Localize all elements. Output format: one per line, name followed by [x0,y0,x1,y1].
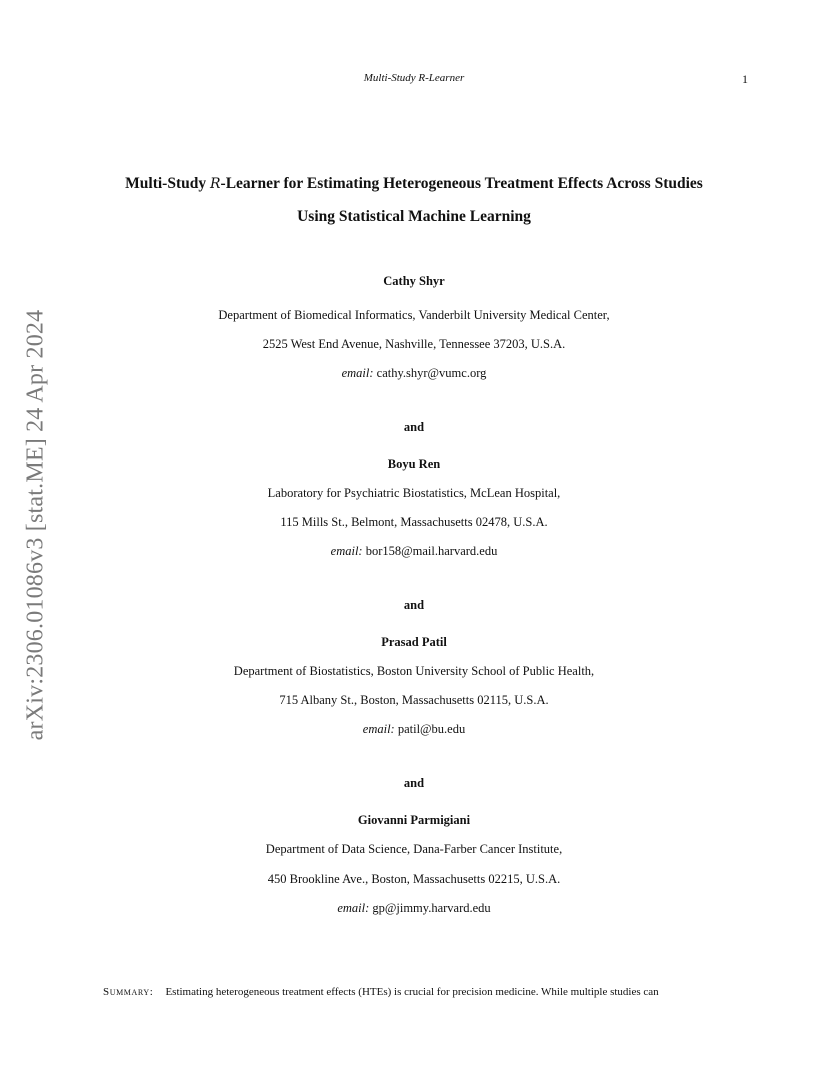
title-math-symbol: R [209,176,221,192]
author-separator-and: and [403,776,425,790]
author-affiliation-patil: Department of Biostatistics, Boston University School of Public Health, [233,664,595,678]
author-email-ren [0,544,828,559]
email-label: email: [337,901,370,915]
summary-text: Estimating heterogeneous treatment effects (HTEs) is crucial for precision medicine. While multiple studies can [165,986,659,998]
author-name-ren: Boyu Ren [387,457,441,471]
author-name-shyr: Cathy Shyr [383,274,445,288]
author-address-parmigiani: 450 Brookline Ave., Boston, Massachusetts 02215, U.S.A. [267,872,561,886]
author-affiliation-parmigiani: Department of Data Science, Dana-Farber Cancer Institute, [265,842,563,856]
author-name-patil: Prasad Patil [381,635,447,649]
email-label: email: [362,722,395,736]
author-email-shyr [0,366,828,381]
email-label: email: [330,544,363,558]
paper-title-line-1 [0,175,828,193]
email-link[interactable]: bor158@mail.harvard.edu [365,544,498,558]
author-email-parmigiani [0,901,828,916]
paper-title-line-2: Using Statistical Machine Learning [297,208,531,225]
title-suffix: -Learner for Estimating Heterogeneous Treatment Effects Across Studies [220,175,703,192]
author-address-patil: 715 Albany St., Boston, Massachusetts 02115, U.S.A. [279,693,549,707]
author-address-shyr: 2525 West End Avenue, Nashville, Tennessee 37203, U.S.A. [262,337,566,351]
author-separator-and: and [403,598,425,612]
summary-label: Summary: [103,986,154,998]
author-email-patil [0,722,828,737]
running-head: Multi-Study R-Learner [363,72,465,84]
email-link[interactable]: gp@jimmy.harvard.edu [372,901,491,915]
arxiv-identifier-stamp: arXiv:2306.01086v3 [stat.ME] 24 Apr 2024 [22,309,49,741]
email-link[interactable]: patil@bu.edu [397,722,466,736]
summary-paragraph [103,986,743,998]
author-address-ren: 115 Mills St., Belmont, Massachusetts 02478, U.S.A. [280,515,548,529]
title-prefix: Multi-Study [125,175,210,192]
email-label: email: [341,366,374,380]
author-affiliation-shyr: Department of Biomedical Informatics, Vanderbilt University Medical Center, [218,308,610,322]
author-name-parmigiani: Giovanni Parmigiani [357,813,471,827]
author-separator-and: and [403,420,425,434]
page-number: 1 [742,72,748,86]
email-link[interactable]: cathy.shyr@vumc.org [376,366,487,380]
author-affiliation-ren: Laboratory for Psychiatric Biostatistics, McLean Hospital, [267,486,561,500]
